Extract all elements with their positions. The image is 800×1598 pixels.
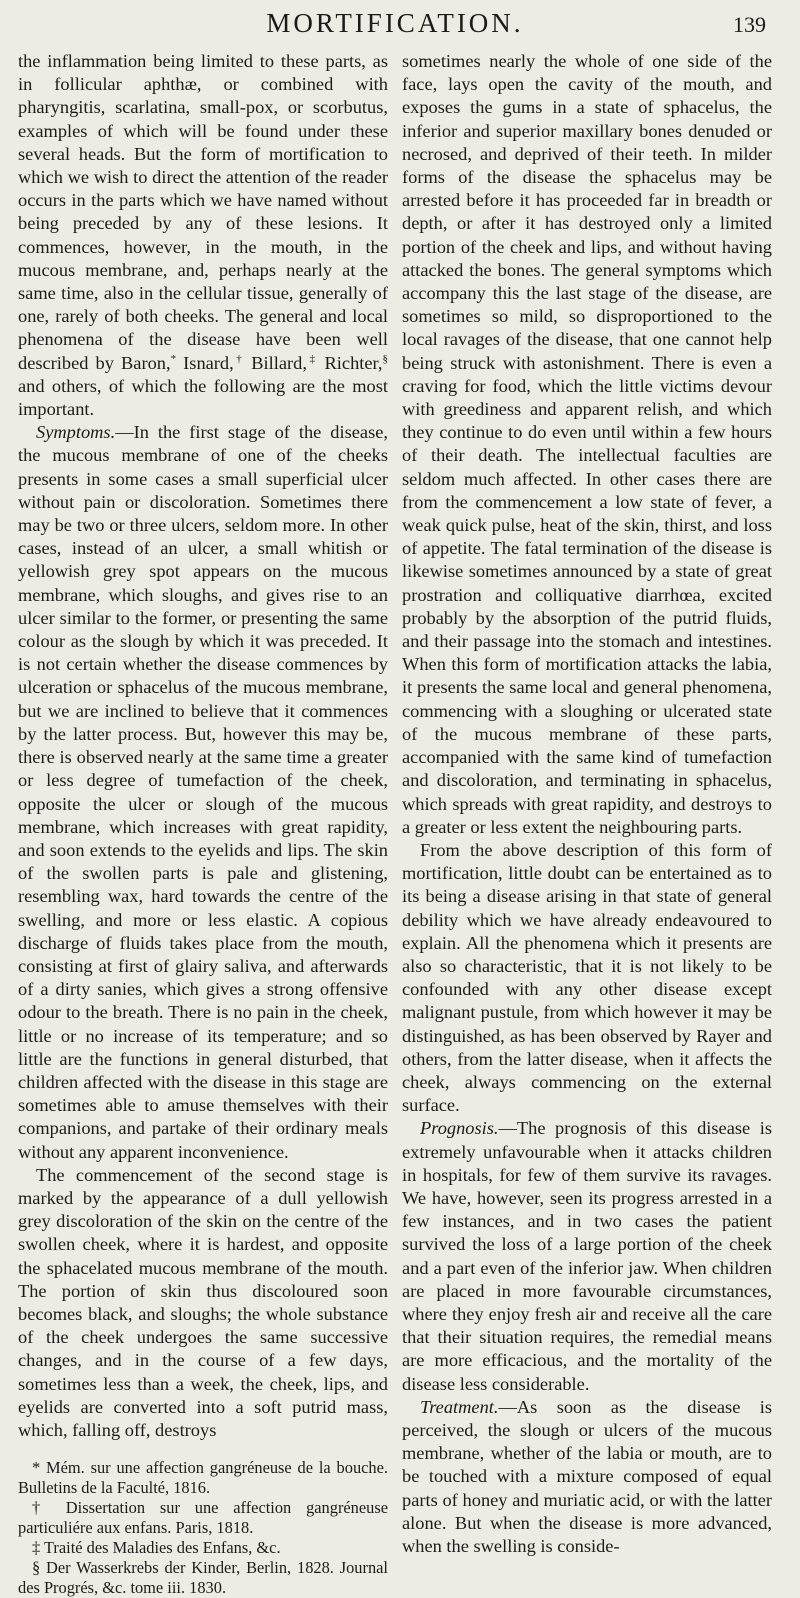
footnote-mark-richter[interactable]: §: [382, 352, 389, 365]
text-run: Billard,: [244, 352, 307, 373]
footnote-4: § Der Wasserkrebs der Kinder, Berlin, 1828. Journal des Progrés, &c. tome iii. 1830.: [18, 1558, 388, 1598]
footnote-mark-baron[interactable]: *: [170, 352, 177, 365]
footnotes: [18, 1458, 388, 1598]
text-run: From the above description of this form of mortification, little doubt can be entertained as to its being a disease arising in that state of general debility which we have already endeavoured to explain. All the phenomena which it presents are also so characteristic, that it is not likely to be confounded with any other disease except malignant pustule, from which however it may be distinguished, as has been observed by Rayer and others, from the latter disease, when it affects the cheek, always commencing on the external surface.: [402, 839, 772, 1116]
text-run: and others, of which the following are the most important.: [18, 375, 388, 420]
two-column-body: [18, 50, 772, 1598]
running-head: [18, 6, 772, 50]
paragraph-intro: [18, 50, 388, 421]
text-run: The commencement of the second stage is marked by the appearance of a dull yellowish grey discoloration of the skin on the centre of the swollen cheek, where it is hardest, and opposite the sphacelated mucous membrane of the mouth. The portion of skin thus discoloured soon becomes black, and sloughs; the whole substance of the cheek undergoes the same successive changes, and in the course of a few days, sometimes less than a week, the cheek, lips, and eyelids are converted into a soft putrid mass, which, falling off, destroys: [18, 1164, 388, 1440]
paragraph-prognosis: [402, 1117, 772, 1395]
section-heading-treatment: Treatment.: [420, 1396, 499, 1417]
footnote-mark-billard[interactable]: ‡: [306, 352, 318, 365]
footnote-1: * Mém. sur une affection gangréneuse de la bouche. Bulletins de la Faculté, 1816.: [18, 1458, 388, 1498]
footnote-3: ‡ Traité des Maladies des Enfans, &c.: [32, 1538, 281, 1558]
text-run: —In the first stage of the disease, the mucous membrane of one of the cheeks presents in some cases a small superficial ulcer without pain or discoloration. Sometimes there may be two or three ulcers, seldom more. In other cases, instead of an ulcer, a small whitish or yellowish grey spot appears on the mucous membrane, which sloughs, and gives rise to an ulcer similar to the former, or presenting the same colour as the slough by which it was preceded. It is not certain whether the disease commences by ulceration or sphacelus of the mucous membrane, but we are inclined to believe that it commences by the latter process. But, however this may be, there is observed nearly at the same time a greater or less degree of tumefaction of the cheek, opposite the ulcer or slough of the mucous membrane, which increases with great rapidity, and soon extends to the eyelids and lips. The skin of the swollen parts is pale and glistening, resembling wax, hard towards the centre of the swelling, and more or less elastic. A copious discharge of fluids takes place from the mouth, consisting at first of glairy saliva, and afterwards of a dirty sanies, which gives a strong offensive odour to the breath. There is no pain in the cheek, little or no increase of its temperature; and so little are the functions in general disturbed, that children affected with the disease in this stage are sometimes able to amuse themselves with their companions, and partake of their ordinary meals without any apparent inconvenience.: [18, 422, 388, 1162]
right-column: [402, 50, 772, 1598]
text-run: —The prognosis of this disease is extremely unfavourable when it attacks children in hospitals, for few of them survive its ravages. We have, however, seen its progress arrested in a few instances, and in two cases the patient survived the loss of a large portion of the cheek and a part even of the inferior jaw. When children are placed in more favourable circumstances, where they enjoy fresh air and receive all the care that their situation requires, the remedial means are more efficacious, and the mortality of the disease less considerable.: [402, 1118, 772, 1394]
footnote-mark-isnard[interactable]: †: [233, 352, 245, 365]
section-heading-symptoms: Symptoms.: [36, 422, 116, 443]
section-heading-prognosis: Prognosis.: [420, 1118, 499, 1139]
text-run: sometimes nearly the whole of one side of the face, lays open the cavity of the mouth, and exposes the gums in a state of sphacelus, the inferior and superior maxillary bones denuded or necrosed, and deprived of their teeth. In milder forms of the disease the sphacelus may be arrested before it has proceeded far in breadth or depth, or after it has destroyed only a limited portion of the cheek and lips, and without having attacked the bones. The general symptoms which accompany this the last stage of the disease, are sometimes so mild, so disproportioned to the local ravages of the disease, that one cannot help being struck with astonishment. There is even a craving for food, which the little victims devour with greediness and apparent relish, and which they continue to do even until within a few hours of their death. The intellectual faculties are seldom much affected. In other cases there are from the commencement a low state of fever, a weak quick pulse, heat of the skin, thirst, and loss of appetite. The fatal termination of the disease is likewise sometimes announced by a state of great prostration and colliquative diarrhœa, excited probably by the absorption of the putrid fluids, and their passage into the stomach and intestines. When this form of mortification attacks the labia, it presents the same local and general phenomena, commencing with a sloughing or ulcerated state of the mucous membrane of these parts, accompanied with the same kind of tumefaction and discoloration, and terminating in sphacelus, which spreads with great rapidity, and destroys to a greater or less extent the neighbouring parts.: [402, 51, 772, 837]
paragraph-continuation: [402, 50, 772, 839]
text-run: Isnard,: [176, 352, 234, 373]
left-column: [18, 50, 388, 1598]
text-run: the inflammation being limited to these parts, as in follicular aphthæ, or combined with pharyngitis, scarlatina, small-pox, or scorbutus, examples of which will be found under these several heads. But the form of mortification to which we wish to direct the attention of the reader occurs in the parts which we have named without being preceded by any of these lesions. It commences, however, in the mouth, in the mucous membrane, and, perhaps nearly at the same time, also in the cellular tissue, generally of one, rarely of both cheeks. The general and local phenomena of the disease have been well described by Baron,: [18, 51, 388, 373]
paragraph-diagnosis: [402, 839, 772, 1117]
page-number: 139: [733, 12, 766, 37]
footnote-2: † Dissertation sur une affection gangréneuse particuliére aux enfans. Paris, 1818.: [18, 1498, 388, 1538]
paragraph-symptoms: [18, 421, 388, 1164]
paragraph-treatment: [402, 1396, 772, 1558]
paragraph-second-stage: [18, 1164, 388, 1442]
running-title: MORTIFICATION.: [266, 8, 524, 38]
text-run: —As soon as the disease is perceived, the slough or ulcers of the mucous membrane, whether of the labia or mouth, are to be touched with a mixture composed of equal parts of honey and muriatic acid, or with the latter alone. But when the disease is more advanced, when the swelling is conside-: [402, 1396, 772, 1556]
text-run: Richter,: [317, 352, 383, 373]
